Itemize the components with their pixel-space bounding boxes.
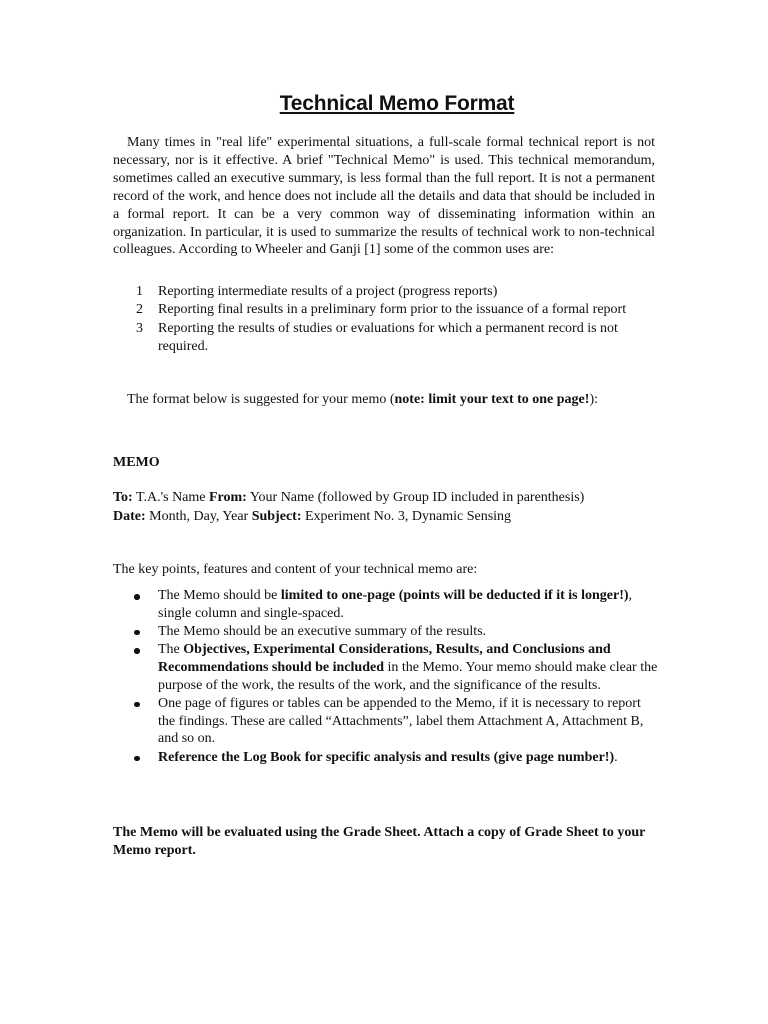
bullet-icon <box>134 630 140 636</box>
bullet-item <box>113 641 658 694</box>
key-points-intro: The key points, features and content of your technical memo are: <box>113 562 478 577</box>
format-text-end: ): <box>589 392 598 407</box>
date-label: Date: <box>113 509 146 524</box>
bullet-icon <box>134 702 140 708</box>
list-item-text: Reporting the results of studies or evaluations for which a permanent record is not required. <box>158 320 618 354</box>
bullet-text: The Memo should be <box>158 588 281 603</box>
list-item <box>113 283 653 301</box>
list-item-text: Reporting final results in a preliminary form prior to the issuance of a formal report <box>158 302 627 318</box>
bullet-text: The Memo should be an executive summary of the results. <box>158 623 487 639</box>
bullet-text-end: in the Memo. Your memo should make clear the purpose of the work, the results of the work, and the significance of the results. <box>158 659 658 693</box>
date-value: Month, Day, Year <box>149 509 249 524</box>
bullet-icon <box>134 648 140 654</box>
bullet-text: One page of figures or tables can be appended to the Memo, if it is necessary to report the findings. These are called “Attachments”, label them Attachment A, Attachment B, and so on. <box>158 695 644 747</box>
list-item-text: Reporting intermediate results of a project (progress reports) <box>158 284 498 299</box>
bullet-item <box>113 587 658 622</box>
list-number: 3 <box>136 320 143 336</box>
list-number: 1 <box>136 284 143 299</box>
document-title: Technical Memo Format <box>279 92 515 115</box>
bullet-text-end: , single column and single-spaced. <box>158 588 633 621</box>
list-item <box>113 301 653 319</box>
bullet-bold-text: Objectives, Experimental Considerations, Results, and Conclusions and Recommendations should be included <box>158 642 611 675</box>
bullet-text: The <box>158 642 184 658</box>
bullet-item <box>113 623 658 641</box>
bullet-icon <box>134 594 140 600</box>
from-value: Your Name (followed by Group ID included in parenthesis) <box>249 490 585 505</box>
bullet-bold-text: Reference the Log Book for specific analysis and results (give page number!) <box>158 749 615 765</box>
to-value: T.A.'s Name <box>135 490 206 505</box>
common-uses-list <box>113 283 653 356</box>
bullet-item <box>113 749 658 767</box>
to-label: To: <box>113 490 133 505</box>
subject-label: Subject: <box>251 509 302 524</box>
from-label: From: <box>209 490 247 505</box>
memo-heading: MEMO <box>113 455 160 470</box>
bullet-item <box>113 695 658 748</box>
closing-statement: The Memo will be evaluated using the Grade Sheet. Attach a copy of Grade Sheet to your Memo report. <box>113 825 646 858</box>
key-points-list <box>113 587 658 767</box>
list-number: 2 <box>136 302 143 318</box>
list-item <box>113 320 653 356</box>
format-note: note: limit your text to one page! <box>394 392 590 407</box>
to-from-line <box>113 489 584 507</box>
date-subject-line <box>113 508 511 526</box>
bullet-text-end: . <box>614 749 618 765</box>
format-suggestion <box>127 391 598 409</box>
bullet-bold-text: limited to one-page (points will be deducted if it is longer!) <box>280 588 629 603</box>
subject-value: Experiment No. 3, Dynamic Sensing <box>304 509 512 524</box>
format-text: The format below is suggested for your memo ( <box>127 392 395 407</box>
bullet-icon <box>134 756 140 762</box>
intro-paragraph: Many times in "real life" experimental situations, a full-scale formal technical report is not necessary, nor is it effective. A brief "Technical Memo" is used. This technical memorandum, sometimes called an executive summary, is less formal than the full report. It is not a permanent record of the work, and hence does not include all the details and data that should be included in a formal report. It can be a very common way of disseminating information within an organization. In particular, it is used to summarize the results of technical work to non-technical colleagues. According to Wheeler and Ganji [1] some of the common uses are: <box>113 135 655 258</box>
